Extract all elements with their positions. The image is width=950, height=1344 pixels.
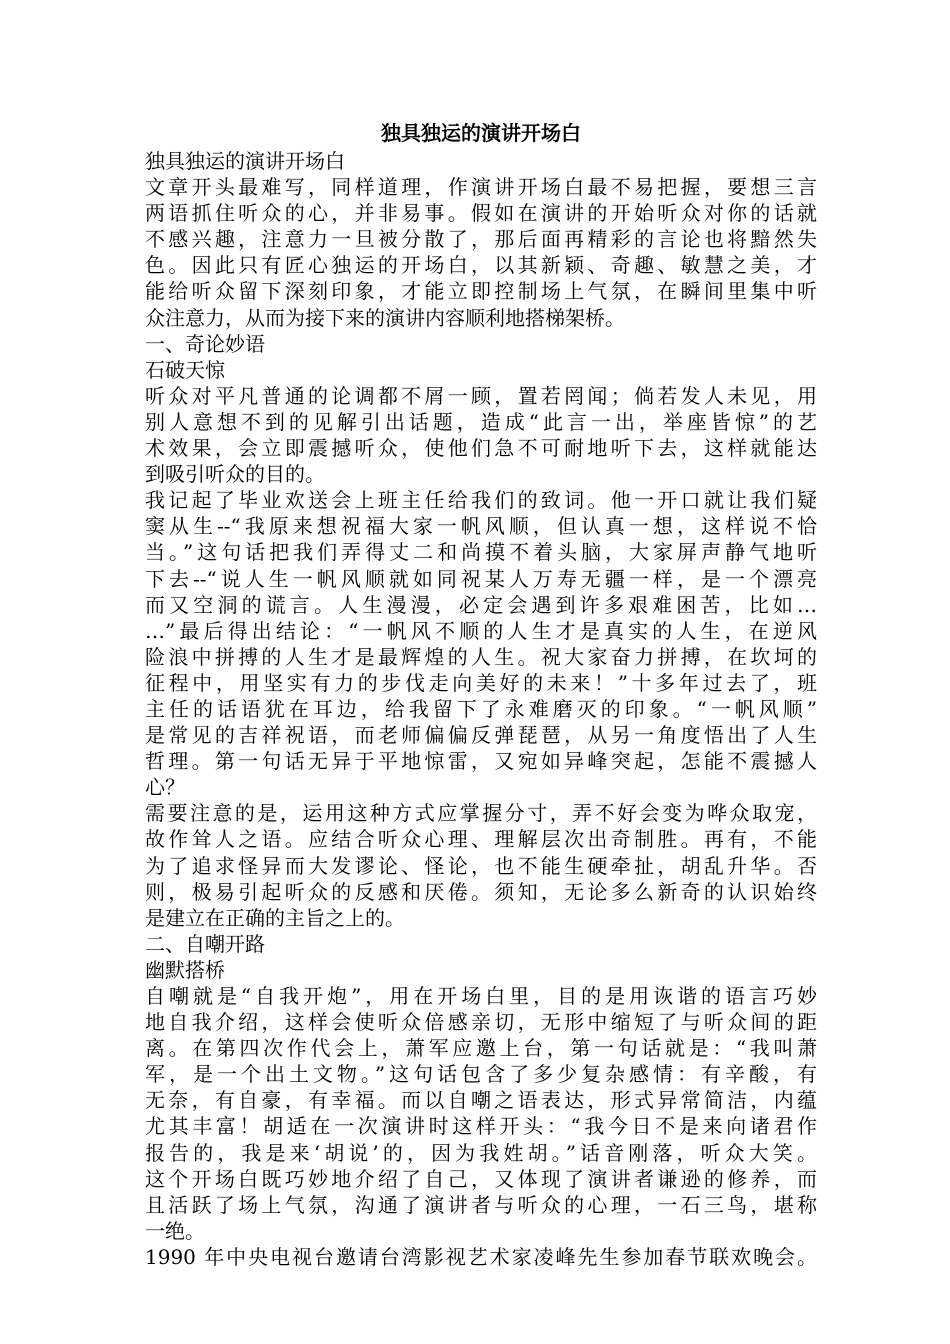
text-line: 窦从生--“我原来想祝福大家一帆风顺，但认真一想，这样说不恰 [145,514,817,539]
text-line: 别人意想不到的见解引出话题，造成“此言一出，举座皆惊”的艺 [145,409,817,434]
text-line: 一、奇论妙语 [145,331,265,356]
text-line: 二、自嘲开路 [145,931,265,956]
text-line: 不感兴趣，注意力一旦被分散了，那后面再精彩的言论也将黯然失 [145,227,817,252]
text-line: 地自我介绍，这样会使听众倍感亲切，无形中缩短了与听众间的距 [145,1010,817,1035]
document-page [145,118,817,1270]
text-line: 1990 年中央电视台邀请台湾影视艺术家凌峰先生参加春节联欢晚会。 [145,1244,817,1269]
text-line: 众注意力，从而为接下来的演讲内容顺利地搭梯架桥。 [145,305,625,330]
text-line: 且活跃了场上气氛，沟通了演讲者与听众的心理，一石三鸟，堪称 [145,1192,817,1217]
text-line: 幽默搭桥 [145,957,225,982]
text-line: 自嘲就是“自我开炮”，用在开场白里，目的是用诙谐的语言巧妙 [145,984,817,1008]
text-line: 离。在第四次作代会上，萧军应邀上台，第一句话就是：“我叫萧 [145,1036,817,1061]
text-line: 当。”这句话把我们弄得丈二和尚摸不着头脑，大家屏声静气地听 [145,540,817,565]
text-line: 心？ [145,775,185,800]
text-line: 尤其丰富！胡适在一次演讲时这样开头：“我今日不是来向诸君作 [145,1114,817,1139]
text-line: 是建立在正确的主旨之上的。 [145,905,405,930]
text-line: 则，极易引起听众的反感和厌倦。须知，无论多么新奇的认识始终 [145,879,817,904]
text-line: 险浪中拼搏的人生才是最辉煌的人生。祝大家奋力拼搏，在坎坷的 [145,644,817,669]
text-line: 主任的话语犹在耳边，给我留下了永难磨灭的印象。“一帆风顺” [145,696,817,721]
text-line: 能给听众留下深刻印象，才能立即控制场上气氛，在瞬间里集中听 [145,279,817,304]
text-line: 石破天惊 [145,357,225,382]
text-line: 听众对平凡普通的论调都不屑一顾，置若罔闻；倘若发人未见，用 [145,383,817,408]
document-title: 独具独运的演讲开场白 [381,121,581,145]
text-line: 而又空洞的谎言。人生漫漫，必定会遇到许多艰难困苦，比如… [145,592,817,617]
text-line: …”最后得出结论：“一帆风不顺的人生才是真实的人生，在逆风 [145,618,817,643]
document-body [145,148,817,1270]
text-line: 需要注意的是，运用这种方式应掌握分寸，弄不好会变为哗众取宠， [145,801,817,826]
text-line: 下去--“说人生一帆风顺就如同祝某人万寿无疆一样，是一个漂亮 [145,566,817,591]
text-line: 术效果，会立即震撼听众，使他们急不可耐地听下去，这样就能达 [145,436,817,461]
text-line: 为了追求怪异而大发谬论、怪论，也不能生硬牵扯，胡乱升华。否 [145,853,817,878]
text-line: 这个开场白既巧妙地介绍了自己，又体现了演讲者谦逊的修养，而 [145,1166,817,1191]
text-line: 征程中，用坚实有力的步伐走向美好的未来！”十多年过去了，班 [145,670,817,695]
text-line: 我记起了毕业欢送会上班主任给我们的致词。他一开口就让我们疑 [145,488,817,513]
text-line: 一绝。 [145,1218,205,1243]
text-line: 文章开头最难写，同样道理，作演讲开场白最不易把握，要想三言 [145,175,817,200]
text-line: 色。因此只有匠心独运的开场白，以其新颖、奇趣、敏慧之美，才 [145,253,817,278]
text-line: 两语抓住听众的心，并非易事。假如在演讲的开始听众对你的话就 [145,201,817,226]
text-line: 到吸引听众的目的。 [145,462,325,487]
text-line: 是常见的吉祥祝语，而老师偏偏反弹琵琶，从另一角度悟出了人生 [145,723,817,748]
text-line: 故作耸人之语。应结合听众心理、理解层次出奇制胜。再有，不能 [145,827,817,852]
text-line: 军，是一个出土文物。”这句话包含了多少复杂感情：有辛酸，有 [145,1062,817,1087]
text-line: 报告的，我是来‘胡说’的，因为我姓胡。”话音刚落，听众大笑。 [145,1140,817,1165]
text-line: 独具独运的演讲开场白 [145,149,345,173]
text-line: 哲理。第一句话无异于平地惊雷，又宛如异峰突起，怎能不震撼人 [145,749,817,774]
text-line: 无奈，有自豪，有幸福。而以自嘲之语表达，形式异常简洁，内蕴 [145,1088,817,1113]
